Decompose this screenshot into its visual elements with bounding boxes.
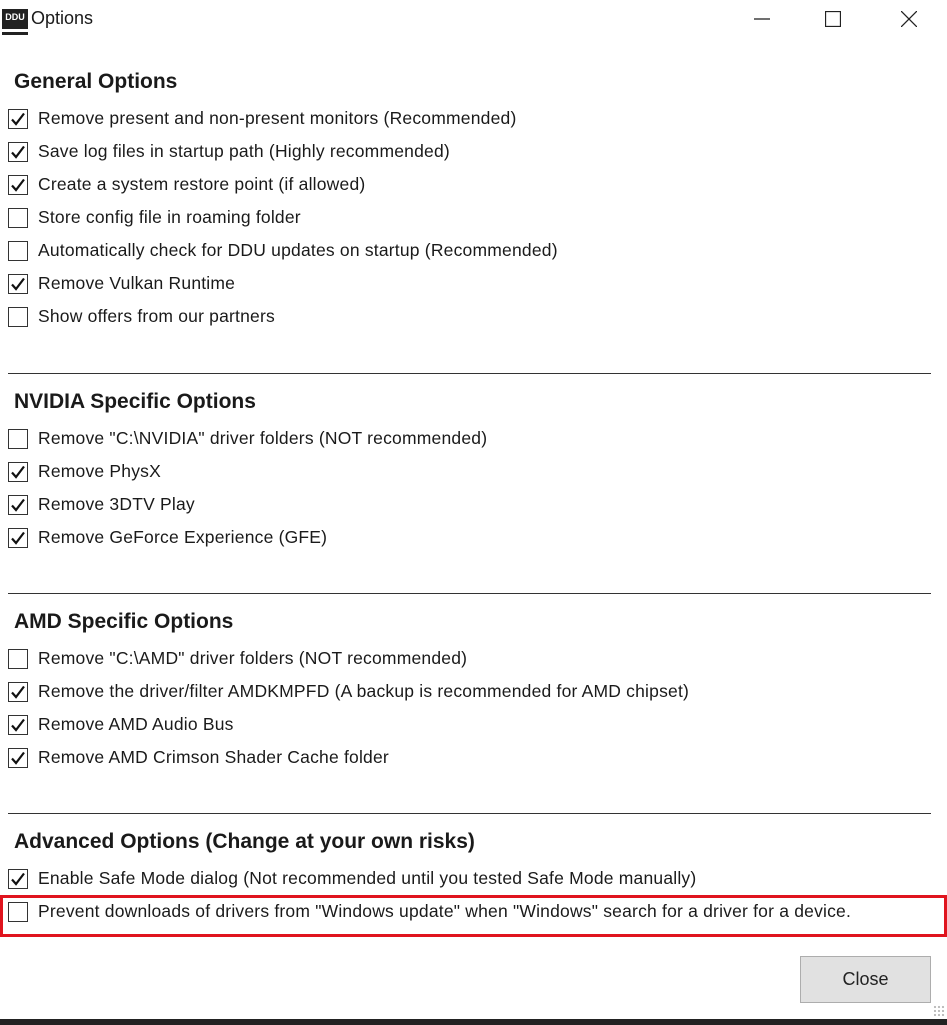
checkbox[interactable]	[8, 528, 28, 548]
option-label: Remove "C:\NVIDIA" driver folders (NOT recommended)	[38, 428, 488, 448]
option-checkbox-row[interactable]	[8, 708, 234, 741]
option-checkbox-row[interactable]	[8, 521, 327, 554]
option-label: Enable Safe Mode dialog (Not recommended until you tested Safe Mode manually)	[38, 868, 697, 888]
section-heading: NVIDIA Specific Options	[14, 390, 256, 413]
checkbox[interactable]	[8, 649, 28, 669]
checkbox[interactable]	[8, 208, 28, 228]
maximize-button[interactable]	[810, 0, 856, 38]
checkmark-icon	[10, 750, 26, 766]
checkbox[interactable]	[8, 241, 28, 261]
option-checkbox-row[interactable]	[8, 201, 301, 234]
close-button[interactable]: Close	[800, 956, 931, 1003]
checkmark-icon	[10, 684, 26, 700]
checkbox[interactable]	[8, 715, 28, 735]
option-label: Remove GeForce Experience (GFE)	[38, 527, 328, 547]
checkbox[interactable]	[8, 109, 28, 129]
option-checkbox-row[interactable]	[8, 267, 235, 300]
option-label: Prevent downloads of drivers from "Windows update" when "Windows" search for a driver for a device.	[38, 901, 852, 921]
checkbox[interactable]	[8, 748, 28, 768]
option-label: Remove Vulkan Runtime	[38, 273, 236, 293]
checkbox[interactable]	[8, 175, 28, 195]
resize-grip[interactable]	[933, 1005, 945, 1017]
option-checkbox-row[interactable]	[8, 234, 558, 267]
checkbox[interactable]	[8, 495, 28, 515]
maximize-icon	[825, 11, 841, 27]
option-checkbox-row[interactable]	[8, 675, 689, 708]
option-checkbox-row[interactable]	[8, 488, 195, 521]
checkmark-icon	[10, 497, 26, 513]
option-checkbox-row[interactable]	[8, 300, 275, 333]
option-label: Remove AMD Crimson Shader Cache folder	[38, 747, 389, 767]
option-checkbox-row[interactable]	[8, 895, 851, 928]
option-label: Remove "C:\AMD" driver folders (NOT recommended)	[38, 648, 468, 668]
checkmark-icon	[10, 871, 26, 887]
section-divider	[8, 593, 931, 594]
section-divider	[8, 373, 931, 374]
checkmark-icon	[10, 111, 26, 127]
checkbox[interactable]	[8, 869, 28, 889]
ddu-app-icon: DDU	[2, 9, 28, 32]
section-divider	[8, 813, 931, 814]
window-title: Options	[31, 8, 94, 28]
option-checkbox-row[interactable]	[8, 422, 487, 455]
option-label: Remove AMD Audio Bus	[38, 714, 234, 734]
option-label: Save log files in startup path (Highly recommended)	[38, 141, 450, 161]
checkmark-icon	[10, 530, 26, 546]
option-label: Create a system restore point (if allowed)	[38, 174, 366, 194]
checkmark-icon	[10, 464, 26, 480]
option-checkbox-row[interactable]	[8, 455, 161, 488]
checkbox[interactable]	[8, 429, 28, 449]
option-checkbox-row[interactable]	[8, 862, 696, 895]
checkbox[interactable]	[8, 142, 28, 162]
option-checkbox-row[interactable]	[8, 741, 389, 774]
checkbox[interactable]	[8, 462, 28, 482]
checkmark-icon	[10, 276, 26, 292]
option-checkbox-row[interactable]	[8, 135, 450, 168]
minimize-icon	[754, 11, 770, 27]
title-bar	[0, 0, 947, 40]
option-label: Store config file in roaming folder	[38, 207, 301, 227]
checkbox[interactable]	[8, 682, 28, 702]
checkbox[interactable]	[8, 307, 28, 327]
section-heading: Advanced Options (Change at your own risks)	[14, 830, 475, 853]
checkmark-icon	[10, 177, 26, 193]
option-label: Remove present and non-present monitors (Recommended)	[38, 108, 517, 128]
checkbox[interactable]	[8, 274, 28, 294]
checkmark-icon	[10, 717, 26, 733]
close-window-button[interactable]	[886, 0, 932, 38]
close-icon	[901, 11, 917, 27]
checkmark-icon	[10, 144, 26, 160]
option-label: Show offers from our partners	[38, 306, 275, 326]
section-heading: General Options	[14, 70, 178, 93]
option-label: Remove PhysX	[38, 461, 162, 481]
section-heading: AMD Specific Options	[14, 610, 234, 633]
option-label: Remove 3DTV Play	[38, 494, 195, 514]
minimize-button[interactable]	[739, 0, 785, 38]
option-checkbox-row[interactable]	[8, 642, 467, 675]
option-label: Remove the driver/filter AMDKMPFD (A backup is recommended for AMD chipset)	[38, 681, 690, 701]
option-checkbox-row[interactable]	[8, 102, 516, 135]
taskbar-edge	[0, 1019, 947, 1025]
checkbox[interactable]	[8, 902, 28, 922]
option-checkbox-row[interactable]	[8, 168, 365, 201]
option-label: Automatically check for DDU updates on startup (Recommended)	[38, 240, 558, 260]
